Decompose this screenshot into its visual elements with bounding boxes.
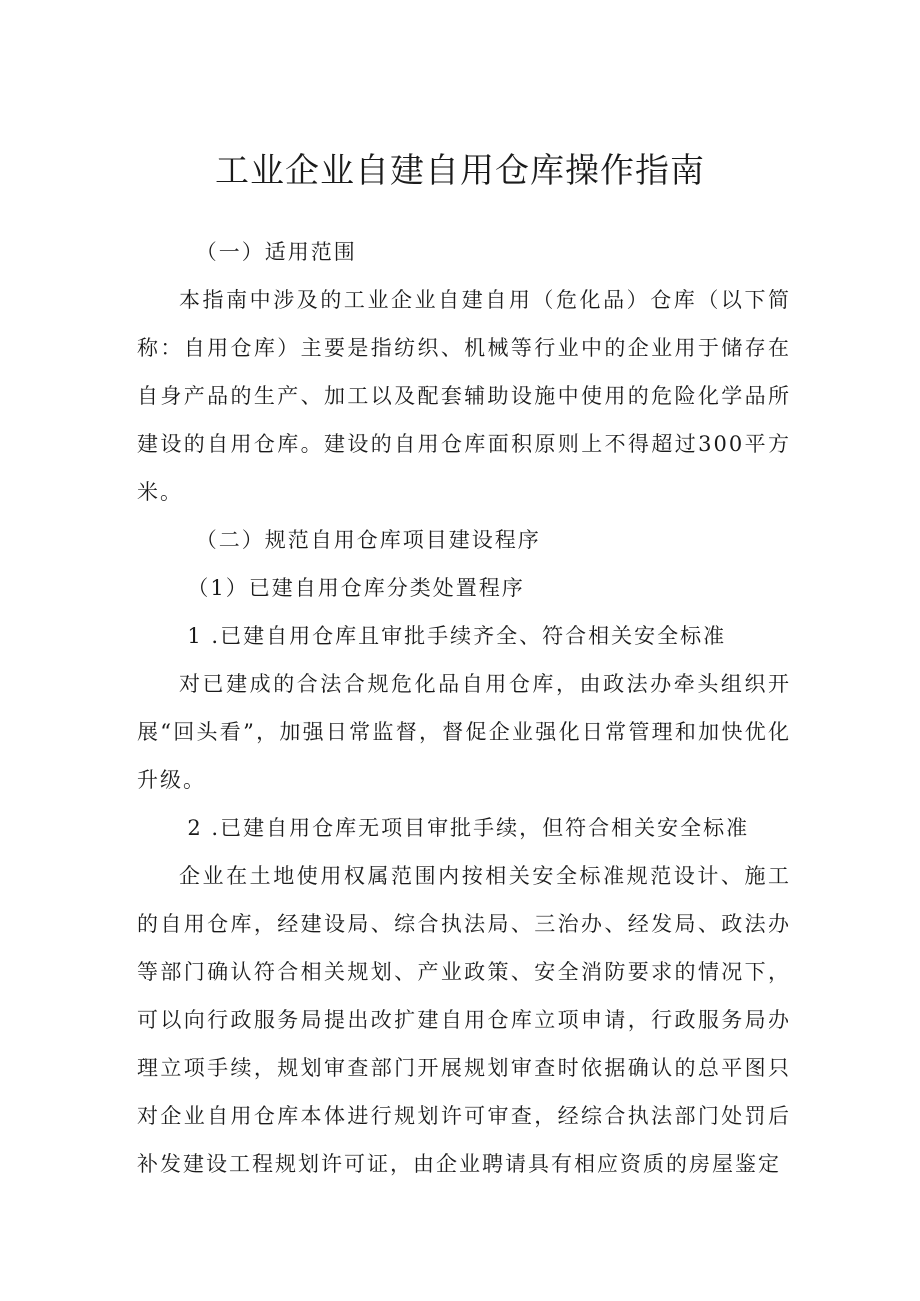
paragraph-item-2: 企业在土地使用权属范围内按相关安全标准规范设计、施工的自用仓库，经建设局、综合执法局、三治办、经发局、政法办等部门确认符合相关规划、产业政策、安全消防要求的情况下，可以向行政服务局提出改扩建自用仓库立项申请，行政服务局办理立项手续，规划审查部门开展规划审查时依据确认的总平图只对企业自用仓库本体进行规划许可审查，经综合执法部门处罚后补发建设工程规划许可证，由企业聘请具有相应资质的房屋鉴定 (137, 864, 791, 1176)
item-heading-2: 2 .已建自用仓库无项目审批手续，但符合相关安全标准 (187, 816, 750, 840)
paragraph-scope: 本指南中涉及的工业企业自建自用（危化品）仓库（以下简称：自用仓库）主要是指纺织、机械等行业中的企业用于储存在自身产品的生产、加工以及配套辅助设施中使用的危险化学品所建设的自用仓库。建设的自用仓库面积原则上不得超过300平方米。 (137, 288, 791, 504)
paragraph-item-1: 对已建成的合法合规危化品自用仓库，由政法办牵头组织开展“回头看”，加强日常监督，督促企业强化日常管理和加快优化升级。 (137, 672, 791, 792)
section-heading-procedure: （二）规范自用仓库项目建设程序 (195, 528, 541, 552)
section-heading-scope: （一）适用范围 (195, 240, 357, 264)
item-heading-1: 1 .已建自用仓库且审批手续齐全、符合相关安全标准 (187, 624, 727, 648)
subsection-heading-disposal: （1）已建自用仓库分类处置程序 (187, 576, 525, 600)
document-body (137, 228, 791, 1188)
document-title: 工业企业自建自用仓库操作指南 (215, 151, 705, 191)
